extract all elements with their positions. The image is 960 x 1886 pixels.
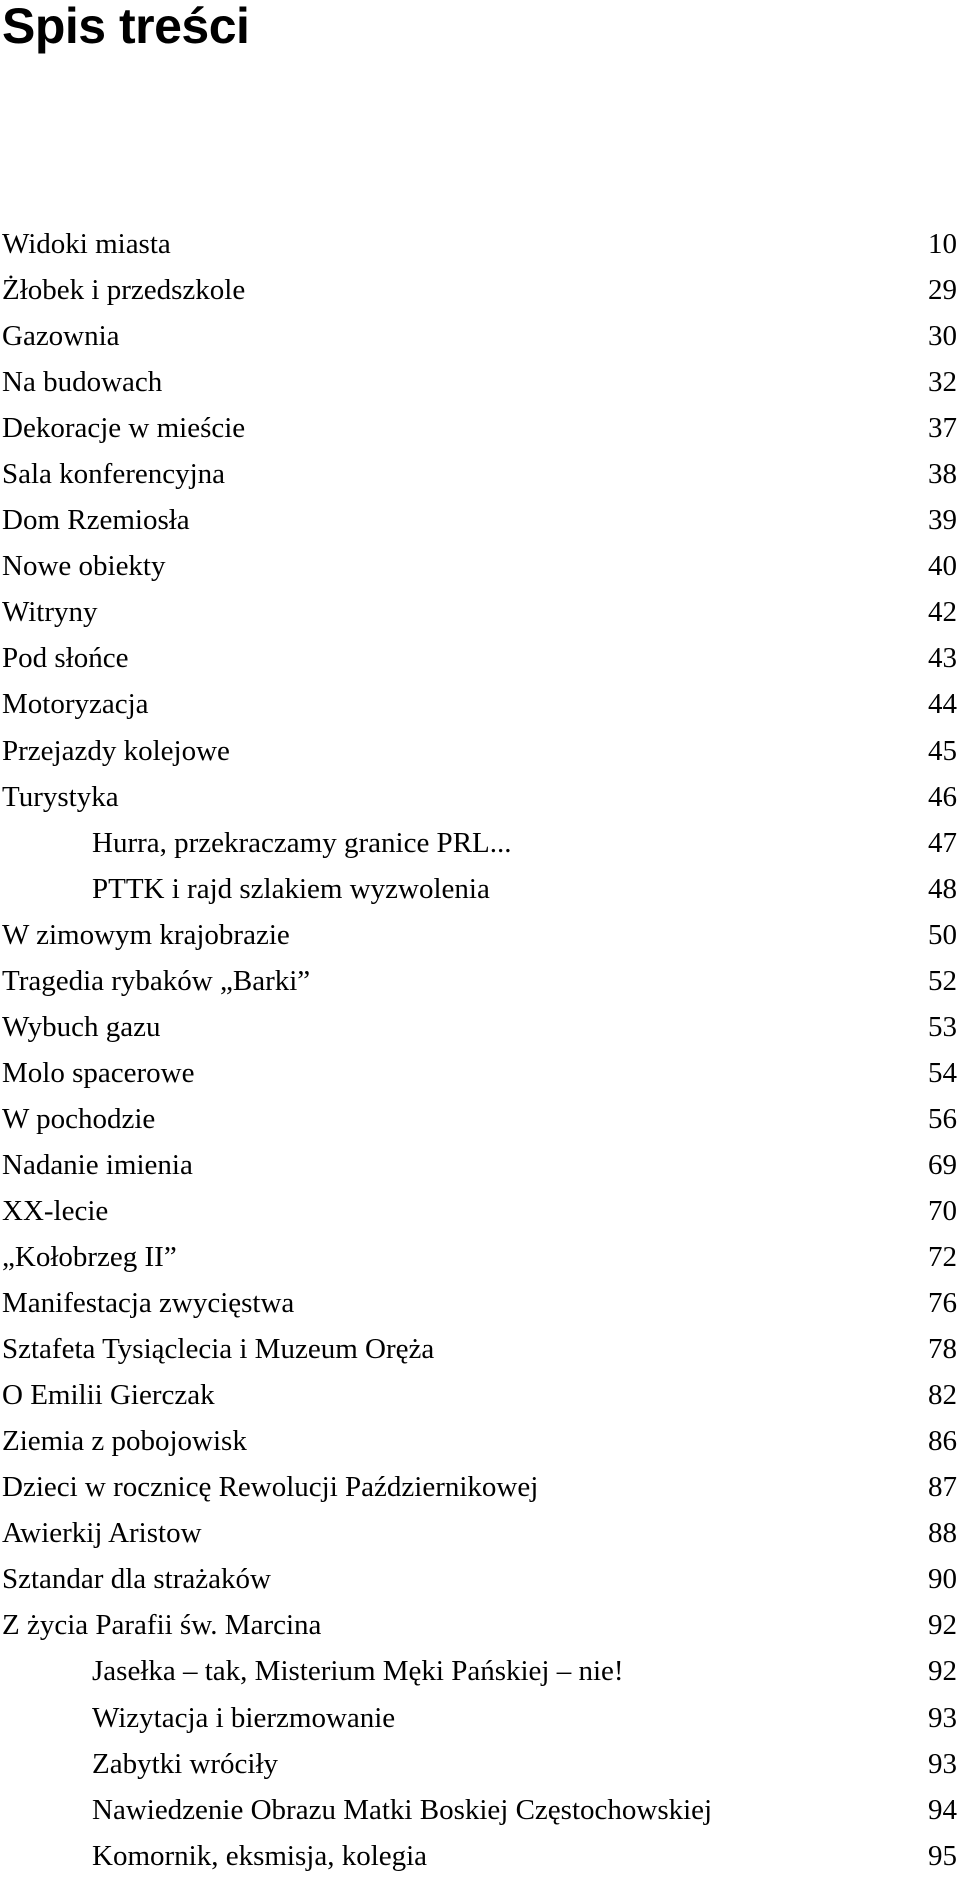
toc-entry-title: Pod słońce <box>2 642 129 675</box>
toc-entry <box>0 497 960 543</box>
toc-entry-title: Ziemia z pobojowisk <box>2 1425 247 1458</box>
toc-page-number: 94 <box>928 1793 957 1826</box>
toc-page-number: 93 <box>928 1747 957 1780</box>
toc-page-number: 37 <box>928 412 957 445</box>
toc-entry <box>0 1418 960 1464</box>
toc-page-number: 44 <box>928 688 957 721</box>
toc-page-number: 50 <box>928 918 957 951</box>
toc-entry-title: Manifestacja zwycięstwa <box>2 1287 295 1320</box>
toc-entry-title: Żłobek i przedszkole <box>2 274 246 307</box>
toc-page-number: 47 <box>928 826 957 859</box>
toc-entry-title: PTTK i rajd szlakiem wyzwolenia <box>92 872 490 905</box>
toc-page-number: 38 <box>928 458 957 491</box>
toc-entry-title: Witryny <box>2 596 98 629</box>
toc-entry <box>0 405 960 451</box>
toc-entry <box>0 1280 960 1326</box>
toc-page-number: 32 <box>928 366 957 399</box>
toc-page-number: 46 <box>928 780 957 813</box>
toc-entry <box>0 728 960 774</box>
toc-entry <box>0 1510 960 1556</box>
toc-entry-title: „Kołobrzeg II” <box>2 1241 177 1274</box>
toc-entry <box>0 1326 960 1372</box>
toc-page-number: 76 <box>928 1287 957 1320</box>
toc-page-number: 82 <box>928 1379 957 1412</box>
toc-entry <box>0 1602 960 1648</box>
toc-page-number: 45 <box>928 734 957 767</box>
toc-page-number: 93 <box>928 1701 957 1734</box>
toc-entry <box>0 221 960 267</box>
toc-subentry <box>0 1695 960 1741</box>
toc-entry-title: W zimowym krajobrazie <box>2 918 290 951</box>
toc-entry-title: Hurra, przekraczamy granice PRL... <box>92 826 512 859</box>
toc-entry-title: Nadanie imienia <box>2 1148 193 1181</box>
toc-page-number: 42 <box>928 596 957 629</box>
toc-page-number: 39 <box>928 504 957 537</box>
toc-entry-title: Gazownia <box>2 320 120 353</box>
toc-entry <box>0 958 960 1004</box>
toc-entry-title: Dekoracje w mieście <box>2 412 246 445</box>
toc-page-number: 95 <box>928 1839 957 1872</box>
toc-entry-title: Komornik, eksmisja, kolegia <box>92 1839 428 1872</box>
toc-page-number: 30 <box>928 320 957 353</box>
toc-entry-title: Dom Rzemiosła <box>2 504 190 537</box>
toc-page-number: 72 <box>928 1241 957 1274</box>
toc-entry <box>0 543 960 589</box>
toc-entry-title: Nowe obiekty <box>2 550 166 583</box>
toc-page-number: 69 <box>928 1148 957 1181</box>
toc-entry <box>0 1556 960 1602</box>
toc-entry-title: Sztandar dla strażaków <box>2 1563 271 1596</box>
toc-entry <box>0 1188 960 1234</box>
toc-entry-title: Na budowach <box>2 366 163 399</box>
toc-entry-title: Zabytki wróciły <box>92 1747 279 1780</box>
toc-page-number: 56 <box>928 1102 957 1135</box>
toc-entry <box>0 774 960 820</box>
toc-page-number: 88 <box>928 1517 957 1550</box>
toc-page-number: 48 <box>928 872 957 905</box>
toc-entry-title: Przejazdy kolejowe <box>2 734 230 767</box>
toc-entry <box>0 635 960 681</box>
toc-page-number: 40 <box>928 550 957 583</box>
toc-entry-title: Nawiedzenie Obrazu Matki Boskiej Częstochowskiej <box>92 1793 713 1826</box>
toc-entry-title: Tragedia rybaków „Barki” <box>2 964 311 997</box>
toc-entry <box>0 1004 960 1050</box>
toc-page-number: 54 <box>928 1056 957 1089</box>
toc-page-number: 43 <box>928 642 957 675</box>
toc-entry-title: Awierkij Aristow <box>2 1517 202 1550</box>
toc-entry-title: W pochodzie <box>2 1102 156 1135</box>
toc-entry <box>0 681 960 727</box>
toc-page-number: 90 <box>928 1563 957 1596</box>
toc-entry-title: Motoryzacja <box>2 688 149 721</box>
toc-subentry <box>0 1741 960 1787</box>
toc-entry <box>0 1050 960 1096</box>
toc-entry-title: Jasełka – tak, Misterium Męki Pańskiej – nie! <box>92 1655 624 1688</box>
toc-entry <box>0 589 960 635</box>
table-of-contents <box>0 221 960 1879</box>
toc-page-number: 53 <box>928 1010 957 1043</box>
toc-entry <box>0 1372 960 1418</box>
toc-entry-title: Dzieci w rocznicę Rewolucji Październikowej <box>2 1471 539 1504</box>
toc-page-number: 92 <box>928 1655 957 1688</box>
toc-entry <box>0 313 960 359</box>
toc-entry <box>0 1464 960 1510</box>
toc-entry <box>0 1142 960 1188</box>
toc-subentry <box>0 1787 960 1833</box>
toc-page-number: 29 <box>928 274 957 307</box>
toc-entry-title: Sztafeta Tysiąclecia i Muzeum Oręża <box>2 1333 435 1366</box>
toc-subentry <box>0 1833 960 1879</box>
toc-page-number: 92 <box>928 1609 957 1642</box>
toc-subentry <box>0 866 960 912</box>
page-title: Spis treści <box>2 0 250 54</box>
toc-entry-title: Turystyka <box>2 780 119 813</box>
toc-subentry <box>0 820 960 866</box>
toc-entry-title: Wybuch gazu <box>2 1010 161 1043</box>
toc-page-number: 78 <box>928 1333 957 1366</box>
toc-entry-title: Z życia Parafii św. Marcina <box>2 1609 322 1642</box>
toc-page-number: 86 <box>928 1425 957 1458</box>
toc-page-number: 70 <box>928 1194 957 1227</box>
toc-entry-title: Sala konferencyjna <box>2 458 226 491</box>
toc-entry-title: XX-lecie <box>2 1194 109 1227</box>
toc-entry <box>0 359 960 405</box>
toc-page-number: 87 <box>928 1471 957 1504</box>
toc-entry <box>0 912 960 958</box>
toc-entry <box>0 451 960 497</box>
toc-entry-title: Wizytacja i bierzmowanie <box>92 1701 396 1734</box>
toc-entry <box>0 1234 960 1280</box>
toc-page-number: 52 <box>928 964 957 997</box>
toc-entry <box>0 267 960 313</box>
toc-subentry <box>0 1648 960 1694</box>
toc-entry-title: O Emilii Gierczak <box>2 1379 215 1412</box>
toc-entry-title: Molo spacerowe <box>2 1056 195 1089</box>
toc-entry <box>0 1096 960 1142</box>
toc-page-number: 10 <box>928 228 957 260</box>
toc-entry-title: Widoki miasta <box>2 228 171 260</box>
